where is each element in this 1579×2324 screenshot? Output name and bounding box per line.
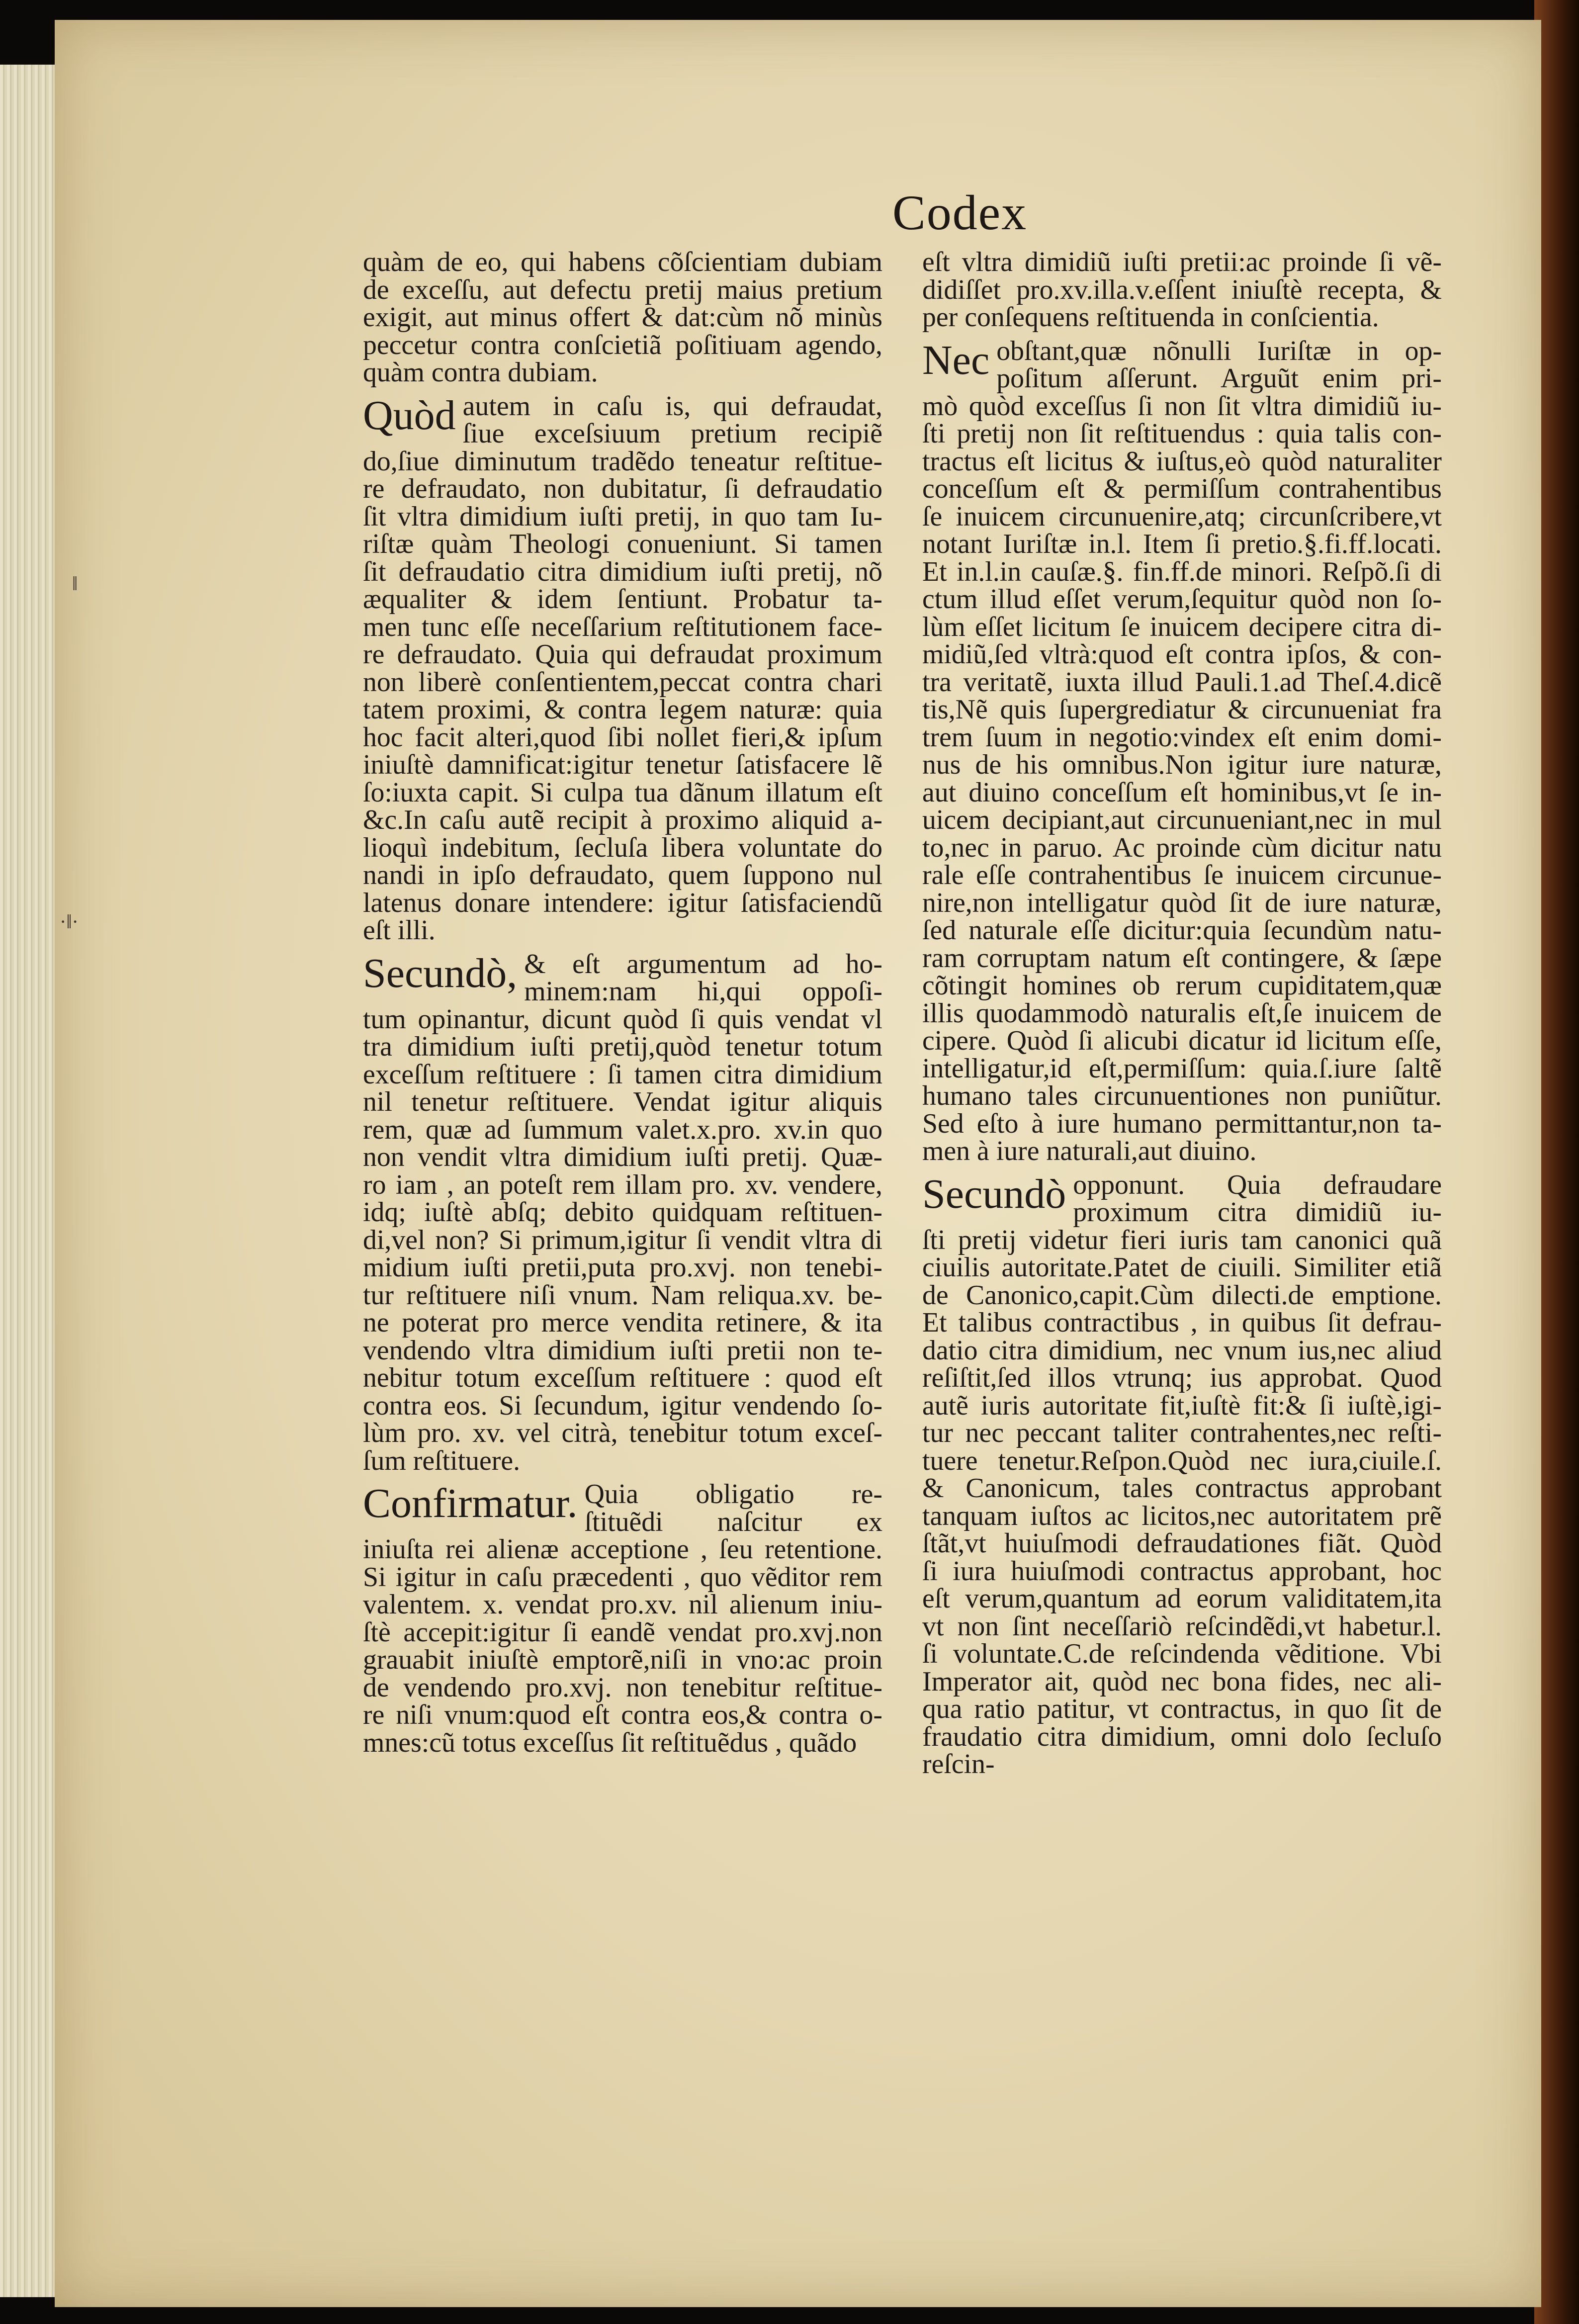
text-line: to,nec in paruo. Ac proinde cùm dicitur natu [922, 832, 1442, 863]
text-line: mò quòd exceſſus ſi non ſit vltra dimidiũ iu- [922, 390, 1442, 422]
text-line: ſiue exceſsiuum pretium recipiẽ [462, 418, 882, 449]
margin-mark: ·‖· [60, 910, 79, 933]
text-line: datio citra dimidium, nec vnum ius,nec aliud [922, 1335, 1442, 1366]
text-line: conceſſum eſt & permiſſum contrahentibus [922, 473, 1442, 504]
text-line: Imperator ait, quòd nec bona fides, nec ali- [922, 1666, 1442, 1697]
text-line: Et in.l.in cauſæ.§. fin.ff.de minori. Reſpõ.ſi di [922, 556, 1442, 587]
running-head: Codex [892, 185, 1028, 240]
text-line: qua ratio patitur, vt contractus, in quo ſit de [922, 1694, 1442, 1724]
text-line: de vendendo pro.xvj. non tenebitur reſtitue- [363, 1672, 882, 1703]
paragraph-opening [363, 390, 882, 449]
paragraph [922, 249, 1442, 332]
text-line: vt non ſint neceſſariò reſcindẽdi,vt habetur.l. [922, 1610, 1442, 1642]
text-line: grauabit iniuſtè emptorẽ,niſi in vno:ac proin [363, 1644, 882, 1675]
display-initial-word: Nec [922, 337, 990, 383]
margin-mark: ‖ [72, 572, 78, 595]
text-line: quàm de eo, qui habens cõſcientiam dubiam [363, 247, 882, 277]
text-line: iniuſtè damnificat:igitur tenetur ſatisfacere lẽ [363, 749, 882, 780]
text-line: riſtæ quàm Theologi conueniunt. Si tamen [363, 529, 882, 559]
text-line: rale eſſe contrahentibus ſe inuicem circunue- [922, 860, 1442, 891]
text-line: latenus donare intendere: igitur ſatisfaciendũ [363, 887, 882, 918]
text-line: midium iuſti pretii,puta pro.xvj. non tenebi- [363, 1252, 882, 1283]
text-line: ciuilis autoritate.Patet de ciuili. Similiter etiã [922, 1252, 1442, 1283]
text-line: lioquì indebitum, ſecluſa libera voluntate do [363, 832, 882, 863]
text-line: ſed naturale eſſe dicitur:quia ſecundùm natu- [922, 915, 1442, 946]
paragraph-opening [922, 335, 1442, 394]
text-line: do,ſiue diminutum tradẽdo teneatur reſtitue- [363, 446, 882, 477]
text-line: eſt illi. [363, 915, 436, 946]
text-line: aut diuino conceſſum eſt hominibus,vt ſe in- [922, 777, 1442, 808]
text-line: reſcin- [922, 1749, 995, 1780]
display-initial-word: Confirmatur. [363, 1480, 578, 1526]
text-line: re defraudato, non dubitatur, ſi defraudatio [363, 473, 882, 504]
text-line: nil tenetur reſtituere. Vendat igitur aliquis [363, 1086, 882, 1117]
text-line: midiũ,ſed vltrà:quod eſt contra ipſos, & con- [922, 639, 1442, 670]
text-line: tuere tenetur.Reſpon.Quòd nec iura,ciuile.ſ. [922, 1445, 1442, 1476]
text-line: lùm eſſet licitum ſe inuicem decipere citra di- [922, 611, 1442, 642]
text-line: Si igitur in caſu præcedenti , quo vẽditor rem [363, 1561, 882, 1593]
text-line: exigit, aut minus offert & dat:cùm nõ minùs [363, 302, 882, 333]
text-line: Quia obligatio re- [584, 1479, 882, 1510]
text-line: rem, quæ ad ſummum valet.x.pro. xv.in quo [363, 1114, 882, 1145]
text-line: æqualiter & idem ſentiunt. Probatur ta- [363, 584, 882, 615]
text-line: minem:nam hi,qui oppoſi- [524, 976, 882, 1007]
text-line: men à iure naturali,aut diuino. [922, 1136, 1257, 1166]
text-line: tis,Nẽ quis ſupergrediatur & circunueniat fra [922, 694, 1442, 725]
text-line: men tunc eſſe neceſſarium reſtitutionem face- [363, 611, 882, 642]
text-line: idq; iuſtè abſq; debito quidquam reſtituen- [363, 1197, 882, 1228]
text-line: Sed eſto à iure humano permittantur,non ta- [922, 1108, 1442, 1139]
text-line: tur reſtituere niſi vnum. Nam reliqua.xv. be- [363, 1279, 882, 1311]
text-line: ſi voluntate.C.de reſcindenda vẽditione. Vbi [922, 1638, 1442, 1669]
text-line: ram corruptam natum eſt contingere, & ſæpe [922, 942, 1442, 974]
text-line: ſo:iuxta capit. Si culpa tua dãnum illatum eſt [363, 777, 882, 808]
text-line: fraudatio citra dimidium, omni dolo ſecluſo [922, 1721, 1442, 1752]
text-line: peccetur contra conſcietiã poſitiuam agendo, [363, 329, 882, 360]
paragraph-opening [363, 948, 882, 1007]
text-line: eſt vltra dimidiũ iuſti pretii:ac proinde ſi vẽ- [922, 247, 1442, 277]
text-line: ſit vltra dimidium iuſti pretij, in quo tam Iu- [363, 501, 882, 532]
text-line: poſitum aſſerunt. Arguũt enim pri- [996, 363, 1442, 394]
right-column [922, 249, 1442, 1785]
text-line: nebitur totum exceſſum reſtituere : quod eſt [363, 1362, 882, 1393]
text-line: de Canonico,capit.Cùm dilecti.de emptione. [922, 1279, 1442, 1311]
text-line: contra eos. Si ſecundum, igitur vendendo ſo- [363, 1390, 882, 1421]
text-line: de exceſſu, aut defectu pretij maius pretium [363, 274, 882, 305]
text-line: autem in caſu is, qui defraudat, [462, 390, 882, 422]
paragraph [363, 390, 882, 946]
text-line: tra veritatẽ, iuxta illud Pauli.1.ad Theſ.4.dicẽ [922, 666, 1442, 698]
text-line: per conſequens reſtituenda in conſcientia. [922, 302, 1379, 333]
text-line: ſtituẽdi naſcitur ex [584, 1506, 882, 1537]
text-line: & Canonicum, tales contractus approbant [922, 1473, 1442, 1504]
text-line: tum opinantur, dicunt quòd ſi quis vendat vl [363, 1003, 882, 1035]
text-line: nandi in ipſo defraudato, quem ſuppono nul [363, 860, 882, 891]
text-line: cipere. Quòd ſi alicubi dicatur id licitum eſſe, [922, 1025, 1442, 1056]
paragraph [922, 1171, 1442, 1779]
left-column [363, 249, 882, 1763]
text-line: ne poterat pro merce vendita retinere, & ita [363, 1307, 882, 1338]
display-initial-word: Secundò [922, 1170, 1066, 1217]
text-line: quàm contra dubiam. [363, 357, 598, 388]
text-line: opponunt. Quia defraudare [1073, 1169, 1442, 1200]
text-line: didiſſet pro.xv.illa.v.eſſent iniuſtè recepta, & [922, 274, 1442, 305]
text-line: ſit defraudatio citra dimidium iuſti pretij, nõ [363, 556, 882, 587]
text-line: ctum illud eſſet verum,ſequitur quòd non ſo- [922, 584, 1442, 615]
text-line: hoc facit alteri,quod ſibi nollet fieri,& ipſum [363, 721, 882, 753]
paragraph [922, 335, 1442, 1166]
text-line: Et talibus contractibus , in quibus ſit defrau- [922, 1307, 1442, 1338]
text-line: &c.In caſu autẽ recipit à proximo aliquid a- [363, 804, 882, 835]
text-line: tanquam iuſtos ac licitos,nec autoritatem prẽ [922, 1500, 1442, 1531]
text-line: ſtãt,vt huiuſmodi defraudationes fiãt. Quòd [922, 1528, 1442, 1559]
text-line: obſtant,quæ nõnulli Iuriſtæ in op- [996, 335, 1442, 366]
text-line: mnes:cũ totus exceſſus ſit reſtituẽdus , quãdo [363, 1727, 857, 1758]
text-line: ſti pretij non ſit reſtituendus : quia talis con- [922, 418, 1442, 449]
display-initial-word: Quòd [363, 392, 456, 439]
text-line: exceſſum reſtituere : ſi tamen citra dimidium [363, 1059, 882, 1090]
text-line: non liberè conſentientem,peccat contra chari [363, 666, 882, 698]
text-line: ſti pretij videtur fieri iuris tam canonici quã [922, 1224, 1442, 1255]
text-line: eſt verum,quantum ad eorum validitatem,ita [922, 1583, 1442, 1614]
text-line: ſtè accepit:igitur ſi eandẽ vendat pro.xvj.non [363, 1616, 882, 1648]
text-line: iniuſta rei alienæ acceptione , ſeu retentione. [363, 1534, 882, 1565]
paragraph-opening [363, 1481, 882, 1536]
paragraph-opening [922, 1171, 1442, 1227]
text-line: proximum citra dimidiũ iu- [1073, 1197, 1442, 1228]
text-line: tractus eſt licitus & iuſtus,eò quòd naturaliter [922, 446, 1442, 477]
text-line: non vendit vltra dimidium iuſti pretij. Quæ- [363, 1142, 882, 1172]
book-page [55, 20, 1541, 2307]
text-line: intelligatur,id eſt,permiſſum: quia.ſ.iure ſaltẽ [922, 1053, 1442, 1084]
text-line: reſiſtit,ſed illos vtrunq; ius approbat. Quod [922, 1362, 1442, 1393]
paragraph [363, 1481, 882, 1757]
text-line: tra dimidium iuſti pretij,quòd tenetur totum [363, 1031, 882, 1062]
text-line: re niſi vnum:quod eſt contra eos,& contra o- [363, 1699, 882, 1730]
text-line: ſe inuicem circunuenire,atq; circunſcribere,vt [922, 501, 1442, 532]
text-line: tur nec peccant taliter contrahentes,nec reſti- [922, 1418, 1442, 1448]
text-line: tatem proximi, & contra legem naturæ: quia [363, 694, 882, 725]
text-line: trem ſuum in negotio:vindex eſt enim domi- [922, 721, 1442, 753]
text-line: humano tales circunuentiones non puniũtur. [922, 1080, 1442, 1111]
text-line: uicem decipiant,aut circunueniant,nec in mul [922, 804, 1442, 835]
text-line: illis quodammodò naturalis eſt,ſe inuicem de [922, 997, 1442, 1029]
text-line: notant Iuriſtæ in.l. Item ſi pretio.§.fi.ff.locati. [922, 529, 1442, 559]
text-line: nus de his omnibus.Non igitur iure naturæ, [922, 749, 1442, 780]
text-line: lùm pro. xv. vel citrà, tenebitur totum exceſ- [363, 1418, 882, 1448]
text-line: di,vel non? Si primum,igitur ſi vendit vltra di [363, 1224, 882, 1255]
text-line: ſum reſtituere. [363, 1445, 521, 1476]
text-line: valentem. x. vendat pro.xv. nil alienum iniu- [363, 1589, 882, 1620]
paragraph [363, 948, 882, 1476]
display-initial-word: Secundò, [363, 950, 518, 996]
text-line: ro iam , an poteſt rem illam pro. xv. vendere, [363, 1169, 882, 1200]
text-line: vendendo vltra dimidium iuſti pretii non te- [363, 1335, 882, 1366]
text-line: nire,non intelligatur quòd ſit de iure naturæ, [922, 887, 1442, 918]
text-line: cõtingit homines ob rerum cupiditatem,quæ [922, 970, 1442, 1001]
paragraph [363, 249, 882, 387]
text-line: & eſt argumentum ad ho- [524, 948, 882, 980]
text-line: ſi iura huiuſmodi contractus approbant, hoc [922, 1555, 1442, 1587]
text-line: re defraudato. Quia qui defraudat proximum [363, 639, 882, 670]
text-line: autẽ iuris autoritate fit,iuſtè fit:& ſi iuſtè,igi- [922, 1390, 1442, 1421]
